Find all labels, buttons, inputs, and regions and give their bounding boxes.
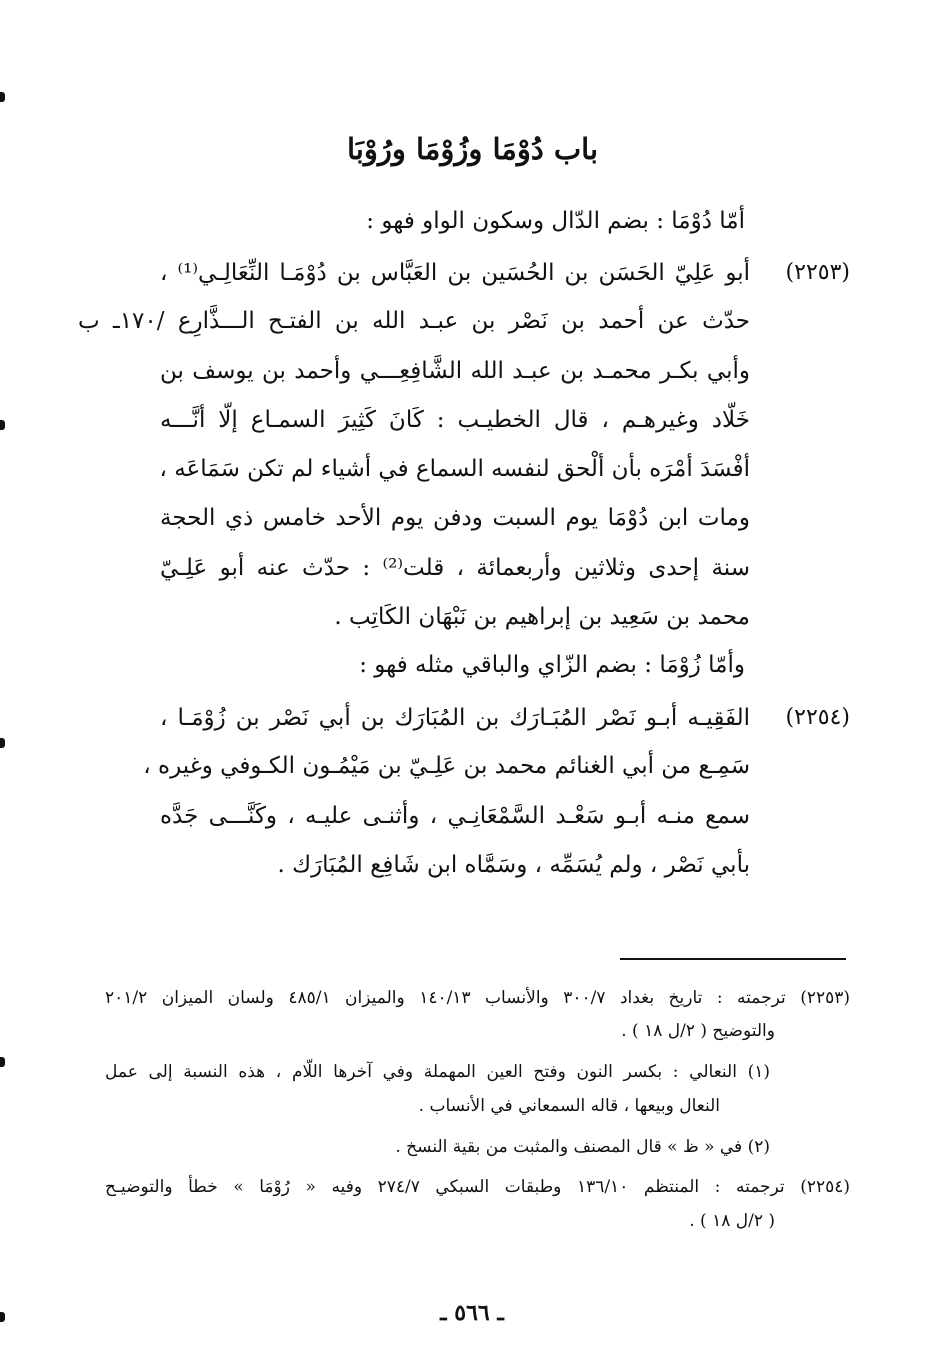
binding-mark [0, 92, 5, 102]
footnote-1-line: النعال وبيعها ، قاله السمعاني في الأنساب . [418, 1096, 720, 1116]
footnote-2253-line: (٢٢٥٣) ترجمته : تاريخ بغداد ٣٠٠/٧ والأنساب ١٤٠/١٣ والميزان ٤٨٥/١ ولسان الميزان ٢٠١/٢ [105, 988, 850, 1008]
entry-2253-line: خَلّاد وغيرهـم ، قال الخطيـب : كَانَ كَثِيرَ السمـاع إلّا أنَّـــه [160, 407, 750, 433]
footnote-separator [620, 958, 846, 960]
footnote-2-line: (٢) في « ظ » قال المصنف والمثبت من بقية النسخ . [395, 1137, 770, 1157]
entry-number-2253: (٢٢٥٣) [785, 260, 850, 285]
binding-mark [0, 420, 5, 430]
binding-mark [0, 738, 5, 748]
entry-2253-line: أفْسَدَ أمْرَه بأن ألْحق لنفسه السماع في أشياء لم تكن سَمَاعَه ، [159, 456, 750, 482]
entry-2253-line: سنة إحدى وثلاثين وأربعمائة ، قلت⁽²⁾ : حدّث عنه أبو عَلِـيّ [160, 555, 750, 581]
footnote-2254-line: ( ٢/ل ١٨ ) . [689, 1211, 775, 1231]
chapter-title: باب دُوْمَا وزُوْمَا ورُوْبَا [346, 132, 599, 166]
entry-2254-line: بأبي نَصْر ، ولم يُسَمِّه ، وسَمَّاه ابن شَافِع المُبَارَك . [277, 852, 750, 878]
binding-mark [0, 1312, 5, 1322]
footnote-2254-line: (٢٢٥٤) ترجمته : المنتظم ١٣٦/١٠ وطبقات السبكي ٢٧٤/٧ وفيه « رُوْمَا » خطأ والتوضيـح [105, 1177, 851, 1197]
entry-number-2254: (٢٢٥٤) [785, 705, 850, 730]
entry-2253-line: حدّث عن أحمد بن نَصْر بن عبـد الله بن الفتـح الـــذَّارِع /١٧٠ـ ب [78, 308, 751, 334]
entry-2254-line: الفَقِيـه أبـو نَصْر المُبَـارَك بن المُبَارَك بن أبي نَصْر بن زُوْمَـا ، [160, 705, 750, 731]
entry-2254-line: سَمِـع من أبي الغنائم محمد بن عَلِـيّ بن مَيْمُـون الكـوفي وغيره ، [143, 753, 750, 779]
intro-zuma: وأمّا زُوْمَا : بضم الزّاي والباقي مثله فهو : [359, 652, 745, 678]
entry-2253-line: وأبي بكـر محمـد بن عبـد الله الشَّافِعِـــي وأحمد بن يوسف بن [160, 358, 750, 384]
footnote-2253-line: والتوضيح ( ٢/ل ١٨ ) . [621, 1021, 775, 1041]
intro-duma: أمّا دُوْمَا : بضم الدّال وسكون الواو فهو : [366, 208, 745, 234]
binding-mark [0, 1057, 5, 1067]
page-number: ـ ٥٦٦ ـ [440, 1300, 504, 1326]
entry-2253-line: محمد بن سَعِيد بن إبراهيم بن نَبْهَان الكَاتِب . [334, 604, 750, 630]
entry-2254-line: سمع منـه أبـو سَعْـد السَّمْعَانِـي ، وأثنـى عليـه ، وكَنَّـــى جَدَّه [160, 803, 750, 829]
entry-2253-line: ومات ابن دُوْمَا يوم السبت ودفن يوم الأحد خامس ذي الحجة [160, 505, 750, 531]
entry-2253-line: أبو عَلِيّ الحَسَن بن الحُسَين بن العَبَّاس بن دُوْمَـا النِّعَالِـي⁽¹⁾ ، [160, 260, 750, 286]
footnote-1-line: (١) النعالي : بكسر النون وفتح العين المهملة وفي آخرها اللّام ، هذه النسبة إلى عمل [105, 1062, 770, 1082]
